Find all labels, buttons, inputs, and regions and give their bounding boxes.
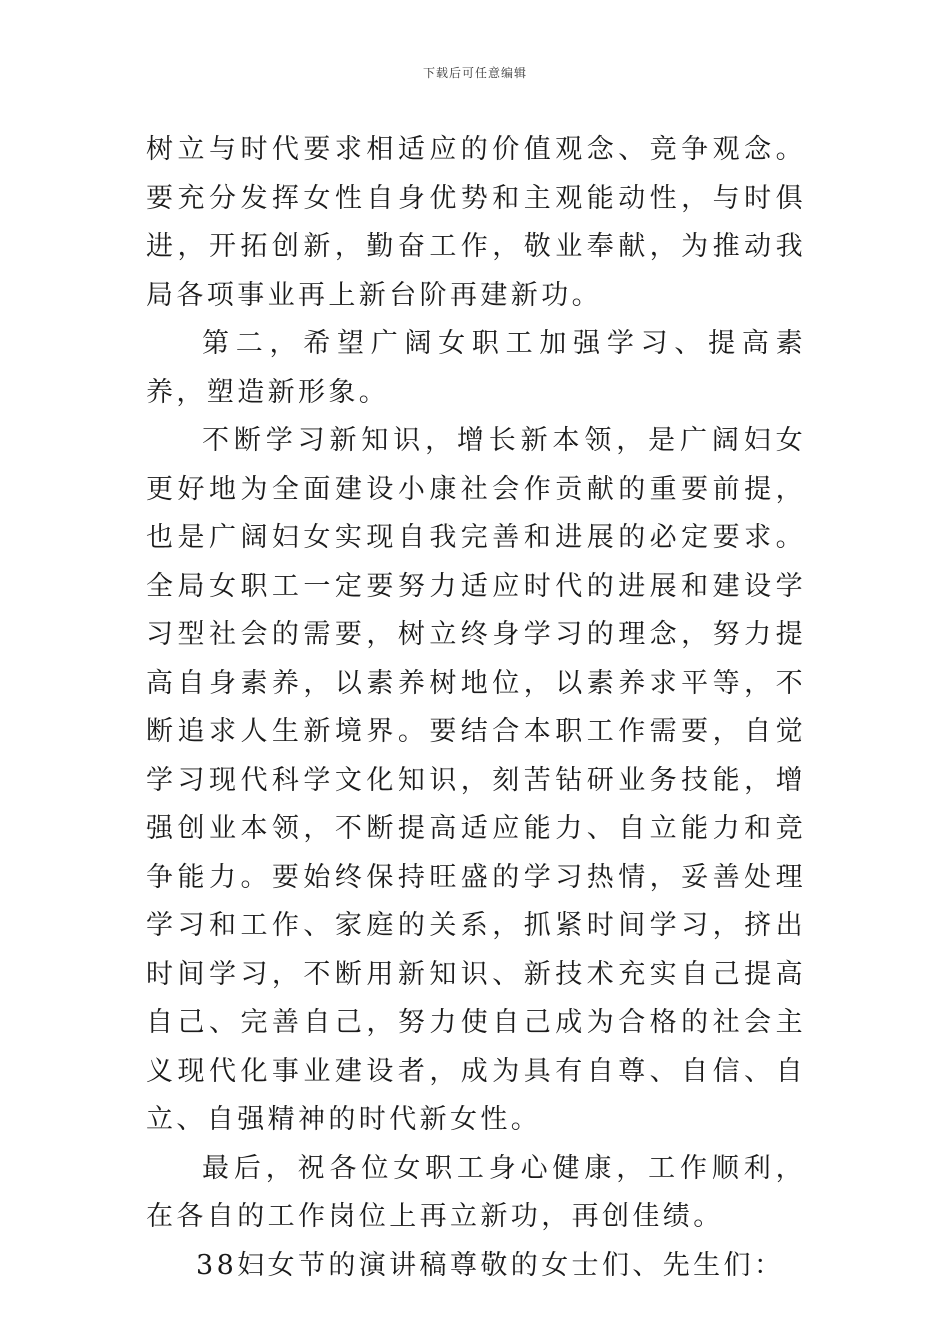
paragraph-continuation: 树立与时代要求相适应的价值观念、竞争观念。要充分发挥女性自身优势和主观能动性，与时俱进，开拓创新，勤奋工作，敬业奉献，为推动我局各项事业再上新台阶再建新功。 <box>146 134 806 311</box>
page-header: 下载后可任意编辑 <box>422 66 527 80</box>
paragraph-study: 不断学习新知识，增长新本领，是广阔妇女更好地为全面建设小康社会作贡献的重要前提，也是广阔妇女实现自我完善和进展的必定要求。全局女职工一定要努力适应时代的进展和建设学习型社会的需要，树立终身学习的理念，努力提高自身素养，以素养树地位，以素养求平等，不断追求人生新境界。要结合本职工作需要，自觉学习现代科学文化知识，刻苦钻研业务技能，增强创业本领，不断提高适应能力、自立能力和竞争能力。要始终保持旺盛的学习热情，妥善处理学习和工作、家庭的关系，抓紧时间学习，挤出时间学习，不断用新知识、新技术充实自己提高自己、完善自己，努力使自己成为合格的社会主义现代化事业建设者，成为具有自尊、自信、自立、自强精神的时代新女性。 <box>146 425 806 1135</box>
paragraph-speech-title: 38妇女节的演讲稿尊敬的女士们、先生们： <box>196 1249 785 1281</box>
paragraph-closing: 最后，祝各位女职工身心健康，工作顺利，在各自的工作岗位上再立新功，再创佳绩。 <box>146 1152 806 1232</box>
paragraph-second-point: 第二，希望广阔女职工加强学习、提高素养，塑造新形象。 <box>146 328 806 408</box>
document-body <box>146 126 806 1290</box>
